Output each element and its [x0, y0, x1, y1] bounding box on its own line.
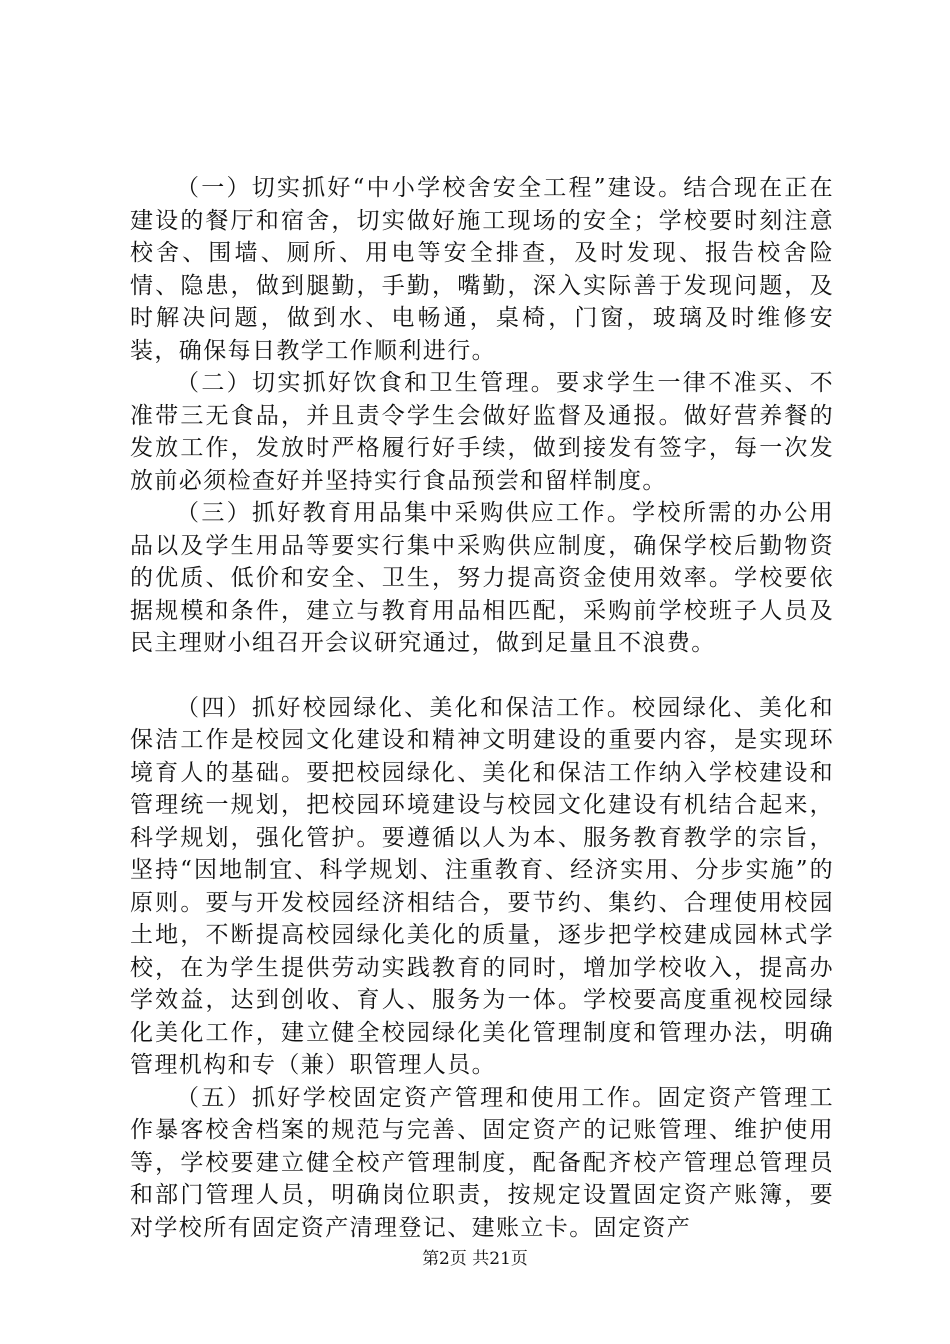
page-number: 第2页 共21页: [422, 1249, 528, 1269]
paragraph-4: （四）抓好校园绿化、美化和保洁工作。校园绿化、美化和保洁工作是校园文化建设和精神文明建设的重要内容，是实现环境育人的基础。要把校园绿化、美化和保洁工作纳入学校建设和管理统一规划，把校园环境建设与校园文化建设有机结合起来，科学规划，强化管护。要遵循以人为本、服务教育教学的宗旨，坚持“因地制宜、科学规划、注重教育、经济实用、分步实施”的原则。要与开发校园经济相结合，要节约、集约、合理使用校园土地，不断提高校园绿化美化的质量，逐步把学校建成园林式学校，在为学生提供劳动实践教育的同时，增加学校收入，提高办学效益，达到创收、育人、服务为一体。学校要高度重视校园绿化美化工作，建立健全校园绿化美化管理制度和管理办法，明确管理机构和专（兼）职管理人员。: [130, 694, 834, 1078]
paragraph-5: （五）抓好学校固定资产管理和使用工作。固定资产管理工作暴客校舍档案的规范与完善、固定资产的记账管理、维护使用等，学校要建立健全校产管理制度，配备配齐校产管理总管理员和部门管理人员，明确岗位职责，按规定设置固定资产账簿，要对学校所有固定资产清理登记、建账立卡。固定资产: [130, 1084, 834, 1241]
paragraph-gap: [130, 660, 834, 692]
document-body: [130, 172, 834, 1244]
paragraph-1: （一）切实抓好“中小学校舍安全工程”建设。结合现在正在建设的餐厅和宿舍，切实做好施工现场的安全；学校要时刻注意校舍、围墙、厕所、用电等安全排查，及时发现、报告校舍险情、隐患，做到腿勤，手勤，嘴勤，深入实际善于发现问题，及时解决问题，做到水、电畅通，桌椅，门窗，玻璃及时维修安装，确保每日教学工作顺利进行。: [130, 175, 834, 364]
paragraph-2: （二）切实抓好饮食和卫生管理。要求学生一律不准买、不准带三无食品，并且责令学生会做好监督及通报。做好营养餐的发放工作，发放时严格履行好手续，做到接发有签字，每一次发放前必须检查好并坚持实行食品预尝和留样制度。: [130, 370, 834, 494]
paragraph-3: （三）抓好教育用品集中采购供应工作。学校所需的办公用品以及学生用品等要实行集中采购供应制度，确保学校后勤物资的优质、低价和安全、卫生，努力提高资金使用效率。学校要依据规模和条件，建立与教育用品相匹配，采购前学校班子人员及民主理财小组召开会议研究通过，做到足量且不浪费。: [130, 500, 834, 656]
